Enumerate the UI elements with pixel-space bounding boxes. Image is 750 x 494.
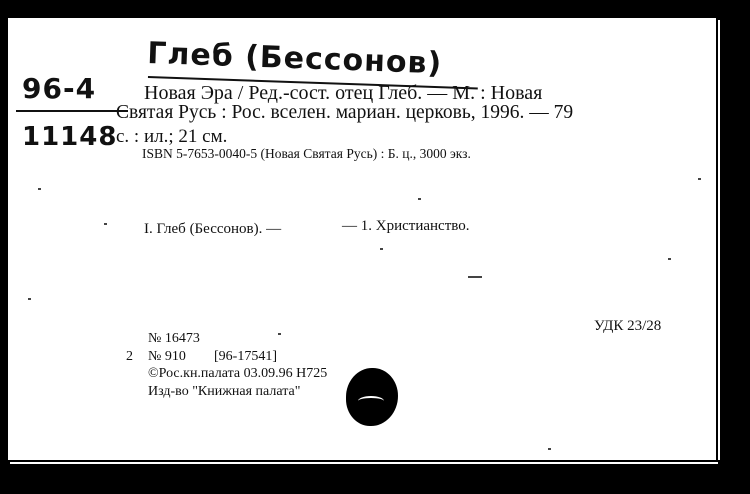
description-line-3: с. : ил.; 21 см. (116, 126, 228, 147)
description-line-2: Святая Русь : Рос. вселен. мариан. церковь, 1996. — 79 (116, 102, 574, 123)
scan-speck (104, 223, 107, 225)
handwritten-shelf-mark: 96-4 (22, 72, 97, 105)
scan-speck (380, 248, 383, 250)
shelf-mark-divider (16, 110, 128, 112)
ink-blot-highlight (358, 396, 384, 406)
handwritten-inventory-number: 11148 (22, 122, 118, 152)
card-bottom-edge (10, 462, 718, 464)
handwritten-author-heading: Глеб (Бессонов) (146, 36, 443, 82)
copy-count: 2 (126, 349, 133, 364)
description-line-1: Новая Эра / Ред.-сост. отец Глеб. — М. : Новая (144, 82, 543, 104)
card-right-edge (718, 20, 720, 460)
scan-speck (28, 298, 31, 300)
scan-speck (668, 258, 671, 260)
order-number: [96-17541] (214, 349, 277, 364)
card-number-1: № 16473 (148, 331, 200, 346)
added-entry-tracing: I. Глеб (Бессонов). — (144, 221, 282, 237)
scan-speck (278, 333, 281, 335)
scan-speck (468, 276, 482, 278)
scan-speck (698, 178, 701, 180)
card-number-2: № 910 (148, 349, 186, 364)
catalog-card (8, 18, 716, 460)
scan-speck (548, 448, 551, 450)
udc-classification: УДК 23/28 (594, 318, 662, 334)
scan-speck (38, 188, 41, 190)
scan-speck (418, 198, 421, 200)
book-chamber-line: ©Рос.кн.палата 03.09.96 Н725 (148, 366, 328, 381)
isbn-line: ISBN 5-7653-0040-5 (Новая Святая Русь) : Б. ц., 3000 экз. (142, 146, 471, 161)
publisher-line: Изд-во "Книжная палата" (148, 384, 301, 399)
subject-tracing: — 1. Христианство. (342, 218, 470, 234)
